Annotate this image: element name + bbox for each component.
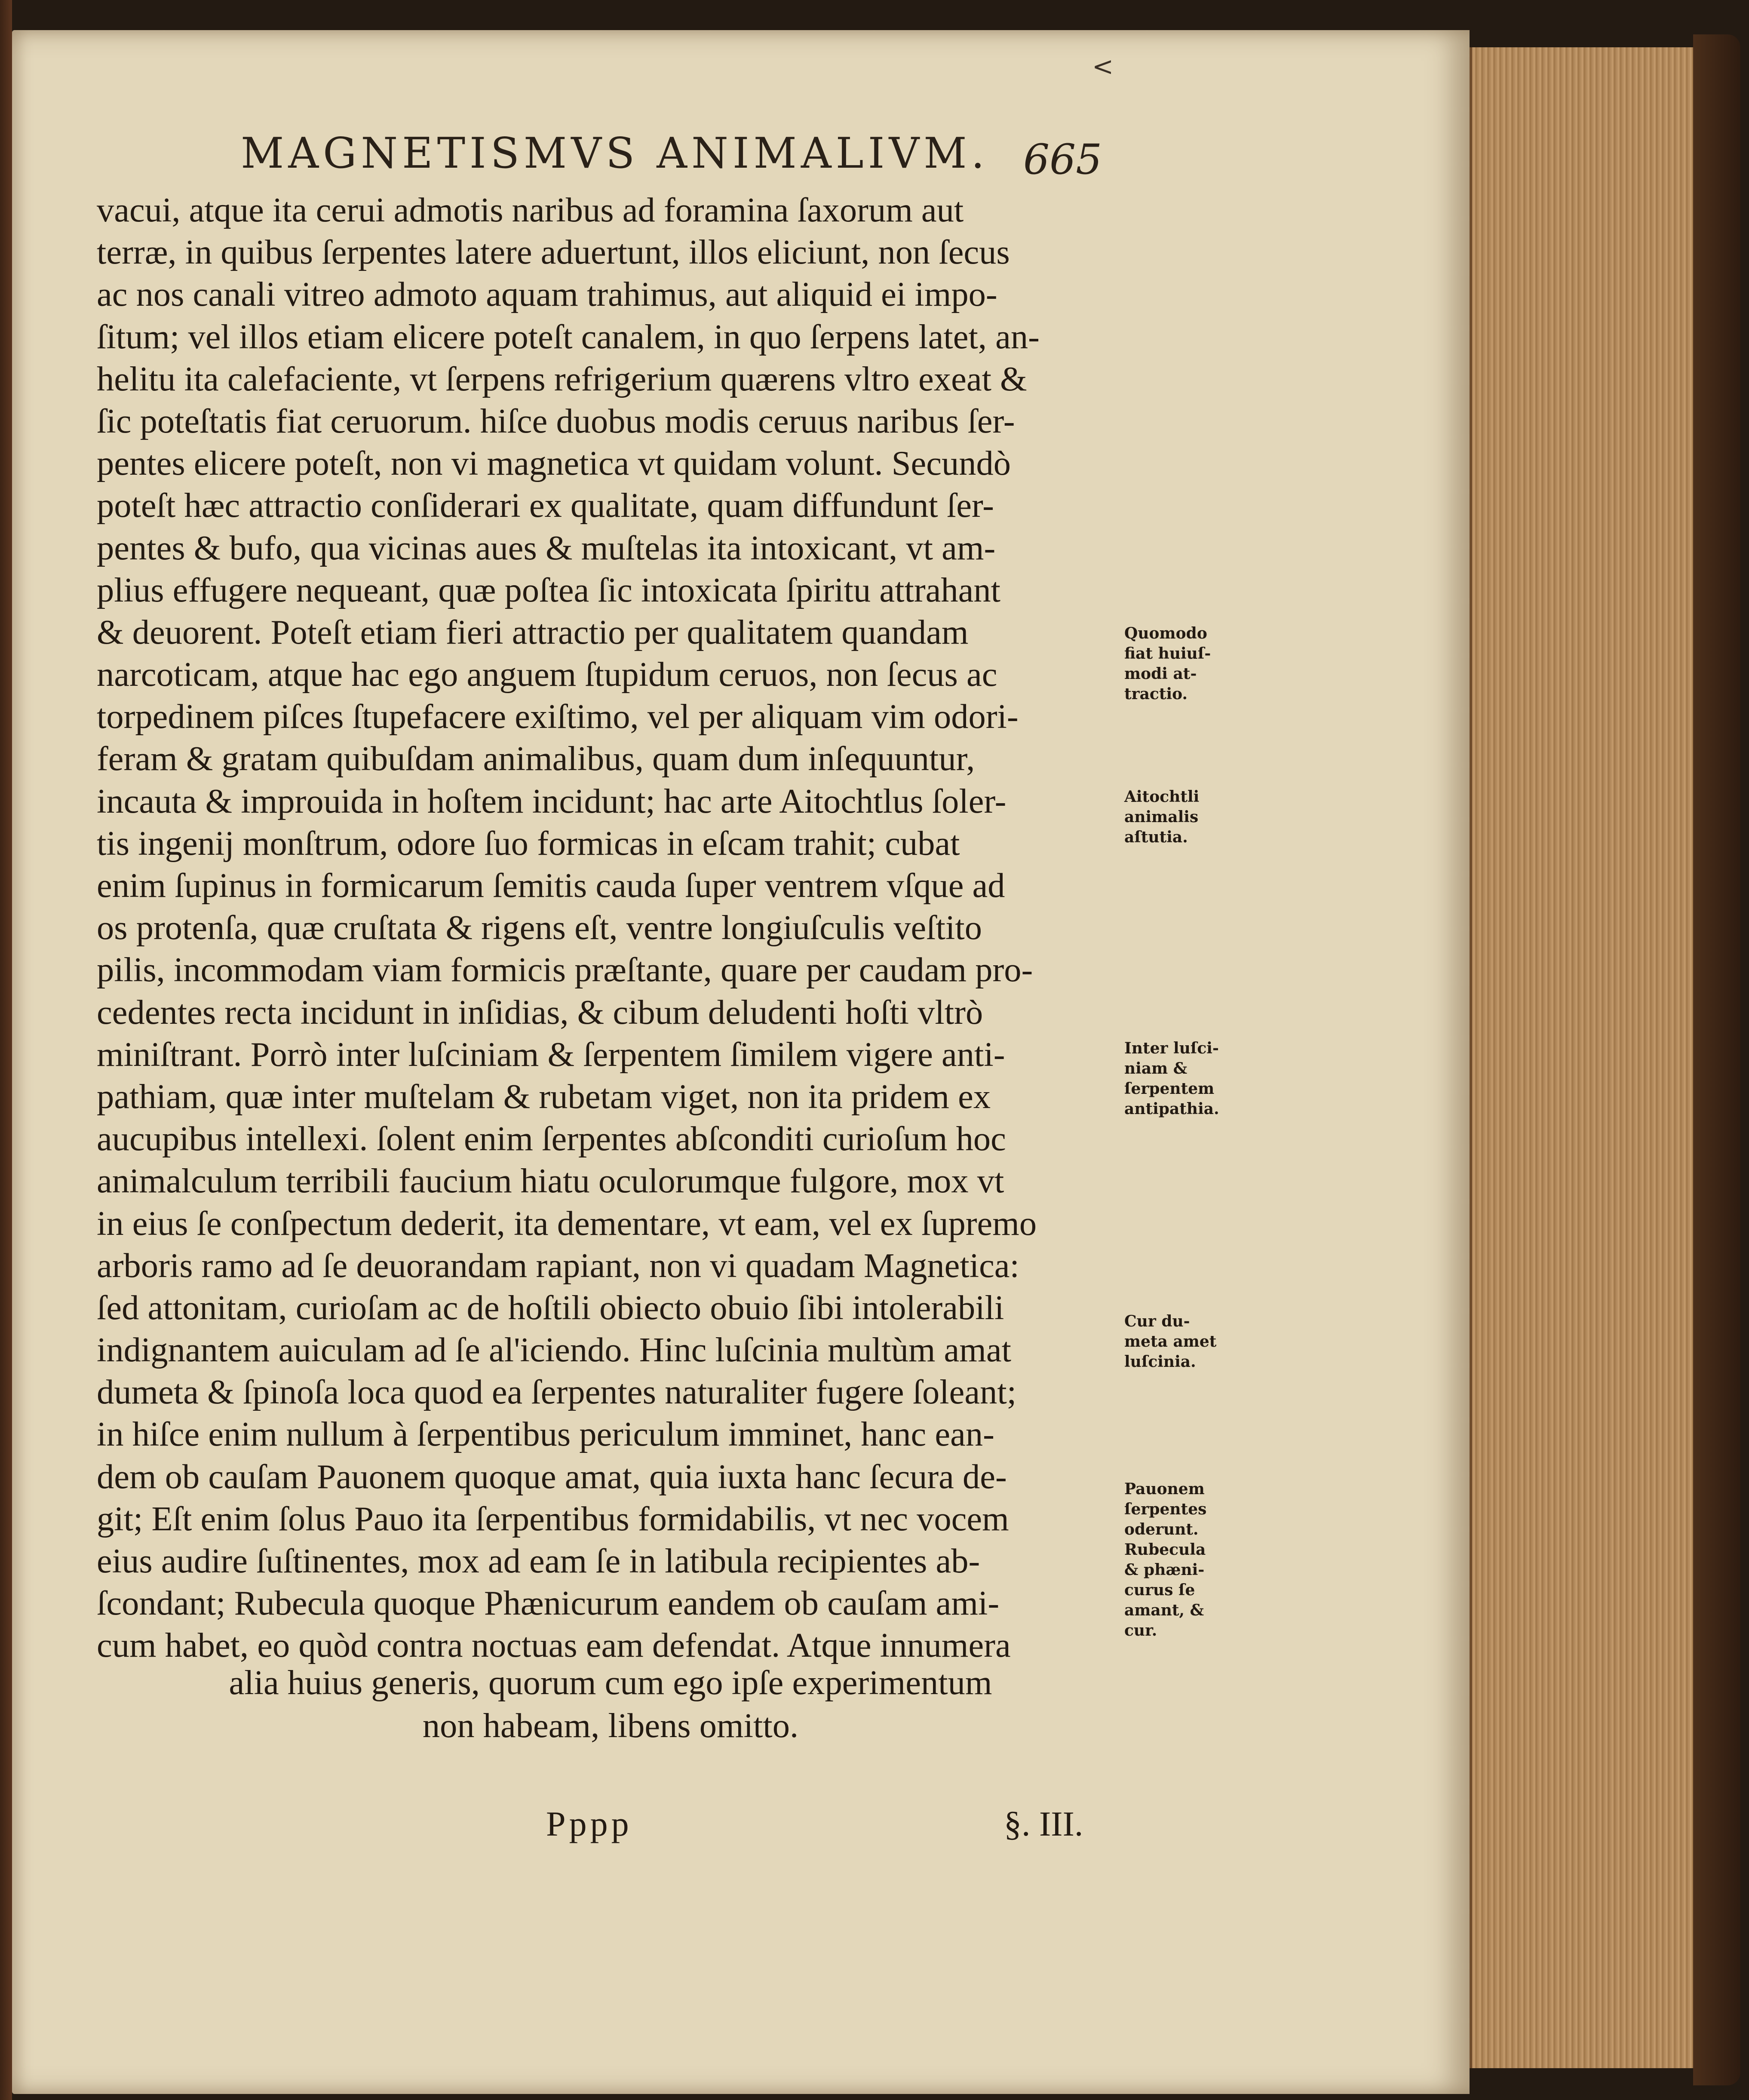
text-line: ſcondant; Rubecula quoque Phænicurum eandem ob cauſam ami- bbox=[97, 1584, 1000, 1623]
body-text bbox=[97, 189, 1124, 1667]
margin-note-line: Pauonem bbox=[1124, 1480, 1205, 1498]
margin-note-line: tractio. bbox=[1124, 685, 1188, 703]
margin-note-line: Rubecula bbox=[1124, 1541, 1206, 1559]
margin-note-quomodo bbox=[1124, 623, 1266, 704]
catchword: §. III. bbox=[1004, 1804, 1083, 1843]
margin-note-line: ſerpentem bbox=[1124, 1080, 1215, 1098]
text-line: animalculum terribili faucium hiatu oculorumque fulgore, mox vt bbox=[97, 1162, 1004, 1200]
text-line: incauta & improuida in hoſtem incidunt; hac arte Aitochtlus ſoler- bbox=[97, 782, 1006, 820]
margin-note-line: niam & bbox=[1124, 1059, 1187, 1078]
text-line: cum habet, eo quòd contra noctuas eam defendat. Atque innumera bbox=[97, 1626, 1011, 1665]
text-line: dem ob cauſam Pauonem quoque amat, quia iuxta hanc ſecura de- bbox=[97, 1457, 1007, 1496]
page-number: 665 bbox=[1023, 135, 1102, 184]
text-line: helitu ita calefaciente, vt ſerpens refrigerium quærens vltro exeat & bbox=[97, 359, 1027, 398]
margin-note-line: curus ſe bbox=[1124, 1581, 1195, 1599]
text-line: pentes & bufo, qua vicinas aues & muſtelas ita intoxicant, vt am- bbox=[97, 528, 996, 567]
text-line: ſitum; vel illos etiam elicere poteſt canalem, in quo ſerpens latet, an- bbox=[97, 317, 1040, 356]
margin-note-line: meta amet bbox=[1124, 1332, 1217, 1351]
text-line: tis ingenij monſtrum, odore ſuo formicas in eſcam trahit; cubat bbox=[97, 824, 960, 863]
page-edges bbox=[1470, 47, 1696, 2068]
text-line: miniſtrant. Porrò inter luſciniam & ſerpentem ſimilem vigere anti- bbox=[97, 1035, 1005, 1074]
text-line: enim ſupinus in formicarum ſemitis cauda ſuper ventrem vſque ad bbox=[97, 866, 1005, 905]
margin-note-line: ſerpentes bbox=[1124, 1500, 1207, 1518]
book-spine-edge bbox=[0, 0, 12, 2100]
margin-note-line: fiat huiuſ- bbox=[1124, 645, 1211, 663]
margin-note-line: amant, & bbox=[1124, 1601, 1204, 1619]
text-line: aucupibus intellexi. ſolent enim ſerpentes abſconditi curioſum hoc bbox=[97, 1120, 1006, 1158]
text-line: git; Eſt enim ſolus Pauo ita ſerpentibus formidabilis, vt nec vocem bbox=[97, 1499, 1009, 1538]
margin-note-cur-dumeta bbox=[1124, 1311, 1266, 1372]
margin-note-line: animalis bbox=[1124, 808, 1199, 826]
text-line: pentes elicere poteſt, non vi magnetica vt quidam volunt. Secundò bbox=[97, 444, 1011, 483]
margin-note-line: modi at- bbox=[1124, 665, 1197, 683]
corner-mark: < bbox=[1092, 52, 1114, 82]
text-line: vacui, atque ita cerui admotis naribus ad foramina ſaxorum aut bbox=[97, 191, 964, 229]
margin-note-line: oderunt. bbox=[1124, 1520, 1199, 1538]
margin-note-line: cur. bbox=[1124, 1621, 1157, 1639]
margin-note-aitochtli bbox=[1124, 787, 1266, 847]
text-line: in eius ſe conſpectum dederit, ita dementare, vt eam, vel ex ſupremo bbox=[97, 1204, 1037, 1243]
text-line: torpedinem piſces ſtupefacere exiſtimo, vel per aliquam vim odori- bbox=[97, 697, 1019, 736]
margin-note-line: & phæni- bbox=[1124, 1561, 1205, 1579]
text-line: in hiſce enim nullum à ſerpentibus periculum imminet, hanc ean- bbox=[97, 1415, 994, 1454]
margin-note-line: Inter luſci- bbox=[1124, 1039, 1219, 1057]
margin-note-line: Quomodo bbox=[1124, 624, 1207, 642]
margin-note-line: aſtutia. bbox=[1124, 828, 1188, 846]
text-line: & deuorent. Poteſt etiam fieri attractio per qualitatem quandam bbox=[97, 613, 969, 651]
book-cover-edge bbox=[1693, 34, 1740, 2085]
running-head: MAGNETISMVS ANIMALIVM. bbox=[241, 129, 989, 178]
margin-note-antipathia bbox=[1124, 1038, 1266, 1119]
text-line: pathiam, quæ inter muſtelam & rubetam viget, non ita pridem ex bbox=[97, 1077, 991, 1116]
text-line: indignantem auiculam ad ſe al'iciendo. Hinc luſcinia multùm amat bbox=[97, 1331, 1012, 1369]
text-line: os protenſa, quæ cruſtata & rigens eſt, ventre longiuſculis veſtito bbox=[97, 909, 982, 947]
text-line: feram & gratam quibuſdam animalibus, quam dum inſequuntur, bbox=[97, 740, 975, 778]
text-line: cedentes recta incidunt in inſidias, & cibum deludenti hoſti vltrò bbox=[97, 993, 983, 1032]
text-line: plius effugere nequeant, quæ poſtea ſic intoxicata ſpiritu attrahant bbox=[97, 571, 1001, 609]
margin-note-pauonem bbox=[1124, 1479, 1266, 1641]
closing-line: alia huius generis, quorum cum ego ipſe experimentum bbox=[229, 1664, 992, 1702]
closing-line: non habeam, libens omitto. bbox=[422, 1707, 799, 1745]
margin-note-line: Cur du- bbox=[1124, 1312, 1190, 1330]
text-line: narcoticam, atque hac ego anguem ſtupidum ceruos, non ſecus ac bbox=[97, 655, 997, 694]
text-line: poteſt hæc attractio conſiderari ex qualitate, quam diffundunt ſer- bbox=[97, 486, 994, 525]
text-line: ac nos canali vitreo admoto aquam trahimus, aut aliquid ei impo- bbox=[97, 275, 997, 314]
text-line: ſic poteſtatis fiat ceruorum. hiſce duobus modis ceruus naribus ſer- bbox=[97, 402, 1015, 440]
text-line: dumeta & ſpinoſa loca quod ea ſerpentes naturaliter fugere ſoleant; bbox=[97, 1373, 1017, 1412]
text-line: arboris ramo ad ſe deuorandam rapiant, non vi quadam Magnetica: bbox=[97, 1246, 1019, 1285]
text-line: terræ, in quibus ſerpentes latere aduertunt, illos eliciunt, non ſecus bbox=[97, 233, 1010, 272]
signature-mark: Pppp bbox=[546, 1804, 632, 1843]
text-line: ſed attonitam, curioſam ac de hoſtili obiecto obuio ſibi intolerabili bbox=[97, 1288, 1004, 1327]
margin-note-line: Aitochtli bbox=[1124, 788, 1200, 806]
margin-note-line: luſcinia. bbox=[1124, 1353, 1196, 1371]
text-line: pilis, incommodam viam formicis præſtante, quare per caudam pro- bbox=[97, 951, 1033, 989]
margin-note-line: antipathia. bbox=[1124, 1100, 1219, 1118]
text-line: eius audire ſuſtinentes, mox ad eam ſe in latibula recipientes ab- bbox=[97, 1542, 980, 1580]
